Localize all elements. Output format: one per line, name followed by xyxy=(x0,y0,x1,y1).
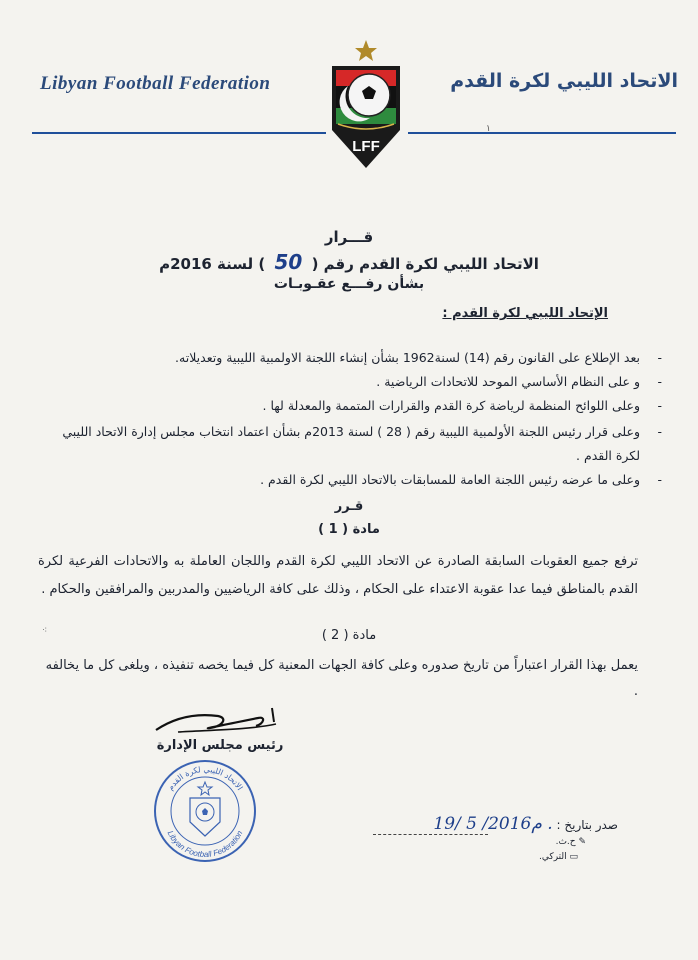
issue-date-label: صدر بتاريخ : xyxy=(556,818,618,832)
margin-mark: ⁖ xyxy=(42,626,48,636)
signatory-title: رئيس مجلس الإدارة xyxy=(156,738,284,753)
preamble-item xyxy=(40,470,662,490)
header-divider-left xyxy=(32,132,326,134)
preamble-item-text: وعلى قرار رئيس اللجنة الأولمبية الليبية رقم ( 28 ) لسنة 2013م بشأن اعتماد انتخاب مجلس إدارة الاتحاد الليبي لكرة القدم . xyxy=(62,424,640,463)
article-1-label: مادة ( 1 ) xyxy=(318,522,380,537)
federation-stamp xyxy=(152,758,258,864)
preamble-item xyxy=(40,396,662,416)
header-divider-right xyxy=(408,132,676,134)
signature xyxy=(148,700,288,740)
decision-title-post: ) لسنة 2016م xyxy=(159,255,266,273)
header-title-en: Libyan Football Federation xyxy=(40,73,271,94)
article-2-label: مادة ( 2 ) xyxy=(321,628,377,643)
issue-date xyxy=(433,814,618,834)
preamble-item-text: و على النظام الأساسي الموحد للاتحادات الرياضية . xyxy=(376,374,640,389)
preamble-item xyxy=(40,348,662,368)
item-dash: - xyxy=(657,350,662,365)
preamble-item-text: وعلى اللوائح المنظمة لرياضة كرة القدم والقرارات المتممة والمعدلة لها . xyxy=(262,398,640,413)
svg-text:Libyan Football Federation xyxy=(166,829,245,859)
decision-number: 50 xyxy=(274,250,303,274)
item-dash: - xyxy=(657,424,662,439)
lff-logo xyxy=(324,38,408,172)
preamble-item xyxy=(40,372,662,392)
copy-note-2-text: التركي. xyxy=(539,852,567,862)
item-dash: - xyxy=(657,472,662,487)
stamp-text-ar: الاتحاد الليبي لكرة القدم xyxy=(165,764,245,792)
preamble-item-text: وعلى ما عرضه رئيس اللجنة العامة للمسابقات بالاتحاد الليبي لكرة القدم . xyxy=(260,472,640,487)
preamble-item-text: بعد الإطلاع على القانون رقم (14) لسنة1962 بشأن إنشاء اللجنة الاولمبية الليبية وتعديلاته. xyxy=(175,350,640,365)
decision-heading: قـــرار xyxy=(324,228,374,246)
decided-heading: قـرر xyxy=(334,499,364,514)
decision-title xyxy=(40,250,658,274)
header-title-ar: الاتحاد الليبي لكرة القدم xyxy=(450,70,678,92)
article-2-text: يعمل بهذا القرار اعتباراً من تاريخ صدوره وعلى كافة الجهات المعنية كل فيما يخصه تنفيذه ، ويلغى كل ما يخالفه . xyxy=(45,658,638,699)
issue-date-value: 19/ 5 /2016م . xyxy=(433,814,553,834)
preamble-heading: الإتحاد الليبي لكرة القدم : xyxy=(442,306,608,321)
item-dash: - xyxy=(657,374,662,389)
item-dash: - xyxy=(657,398,662,413)
decision-subject: بشأن رفـــع عقـوبـات xyxy=(273,276,425,292)
decision-title-pre: الاتحاد الليبي لكرة القدم رقم ( xyxy=(311,255,539,273)
copy-note-2: ▭ التركي. xyxy=(539,852,578,862)
logo-star-icon xyxy=(355,40,377,61)
article-1-text: ترفع جميع العقوبات السابقة الصادرة عن الاتحاد الليبي لكرة القدم واللجان العاملة به والاتحادات الفرعية لكرة القدم بالمناطق فيما عدا عقوبة الاعتداء على الحكام ، وذلك على كافة الرياضيين والمدربين والمرافقين والحكام . xyxy=(38,554,638,597)
logo-letters: LFF xyxy=(352,138,380,155)
date-underline xyxy=(373,834,488,835)
stamp-text-en: Libyan Football Federation xyxy=(165,829,245,860)
copy-note-1-text: ح.ث. xyxy=(555,837,576,847)
page-mark: ١ xyxy=(486,124,491,134)
preamble-item xyxy=(40,420,662,468)
copy-note-1: ✎ ح.ث. xyxy=(555,837,586,847)
stamp-star-icon xyxy=(198,782,212,795)
